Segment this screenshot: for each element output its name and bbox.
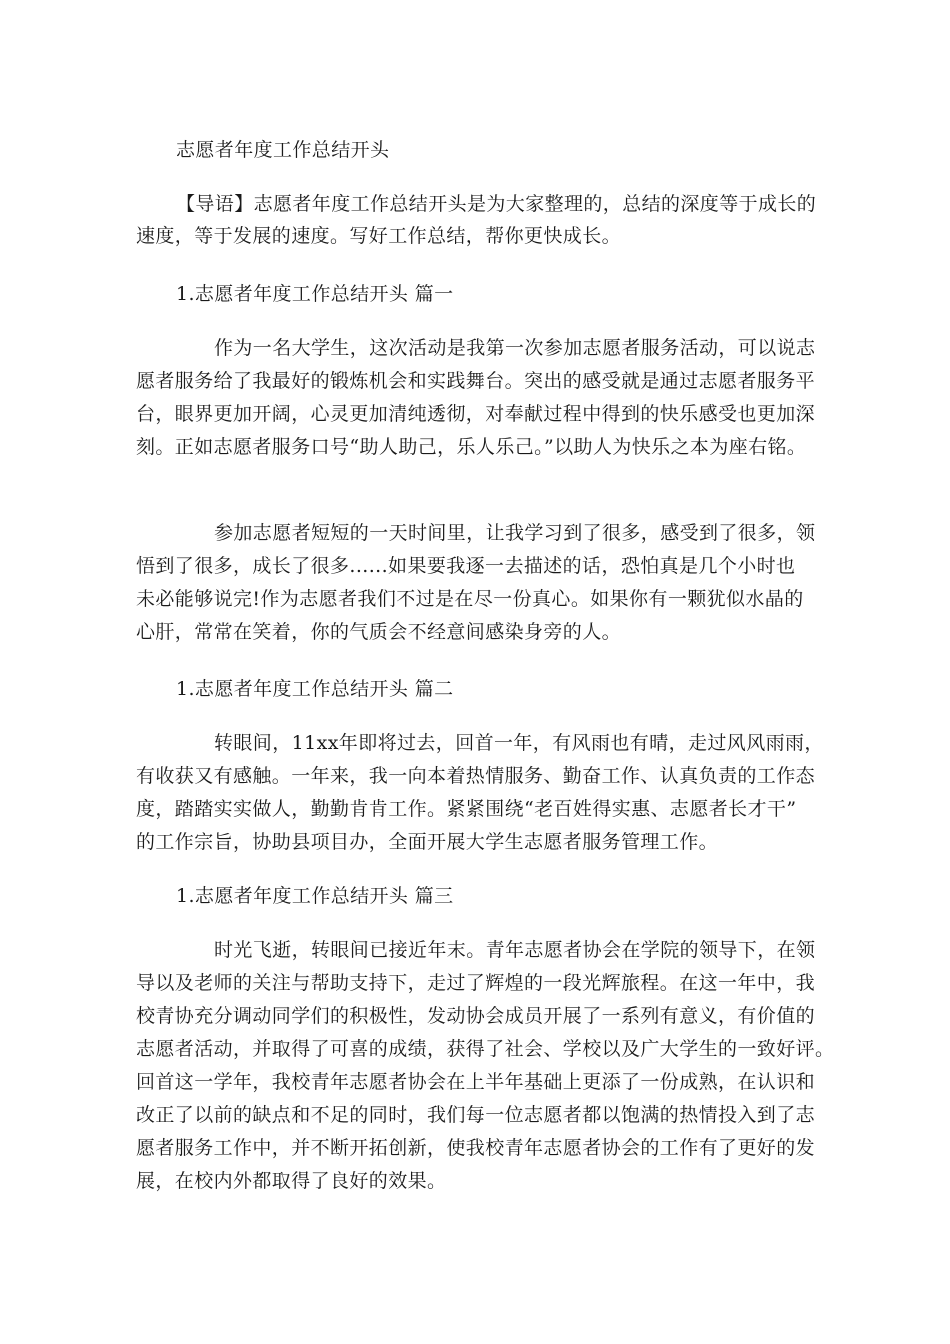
intro-line: 速度，等于发展的速度。写好工作总结，帮你更快成长。 bbox=[136, 225, 622, 247]
paragraph-line: 改正了以前的缺点和不足的同时，我们每一位志愿者都以饱满的热情投入到了志 bbox=[136, 1104, 816, 1126]
paragraph-line: 愿者服务给了我最好的锻炼机会和实践舞台。突出的感受就是通过志愿者服务平 bbox=[136, 370, 816, 392]
paragraph-line: 展，在校内外都取得了良好的效果。 bbox=[136, 1170, 447, 1192]
paragraph-line: 校青协充分调动同学们的积极性，发动协会成员开展了一系列有意义，有价值的 bbox=[136, 1005, 816, 1027]
paragraph-line: 愿者服务工作中，并不断开拓创新，使我校青年志愿者协会的工作有了更好的发 bbox=[136, 1137, 816, 1159]
paragraph-line: 作为一名大学生，这次活动是我第一次参加志愿者服务活动，可以说志 bbox=[214, 337, 816, 359]
paragraph-line: 回首这一学年，我校青年志愿者协会在上半年基础上更添了一份成熟，在认识和 bbox=[136, 1071, 816, 1093]
paragraph-line: 心肝，常常在笑着，你的气质会不经意间感染身旁的人。 bbox=[136, 621, 622, 643]
document-title: 志愿者年度工作总结开头 bbox=[176, 139, 390, 161]
paragraph-line: 刻。正如志愿者服务口号“助人助己，乐人乐己。”以助人为快乐之本为座右铭。 bbox=[136, 436, 807, 458]
paragraph-line: 台，眼界更加开阔，心灵更加清纯透彻，对奉献过程中得到的快乐感受也更加深 bbox=[136, 403, 816, 425]
paragraph-line: 参加志愿者短短的一天时间里，让我学习到了很多，感受到了很多，领 bbox=[214, 522, 816, 544]
paragraph-line: 有收获又有感触。一年来，我一向本着热情服务、勤奋工作、认真负责的工作态 bbox=[136, 765, 816, 787]
section-heading-3: 1.志愿者年度工作总结开头 篇三 bbox=[176, 885, 454, 907]
paragraph-line: 的工作宗旨，协助县项目办，全面开展大学生志愿者服务管理工作。 bbox=[136, 831, 719, 853]
section-heading-1: 1.志愿者年度工作总结开头 篇一 bbox=[176, 283, 454, 305]
paragraph-line: 导以及老师的关注与帮助支持下，走过了辉煌的一段光辉旅程。在这一年中，我 bbox=[136, 972, 816, 994]
paragraph-line: 志愿者活动，并取得了可喜的成绩，获得了社会、学校以及广大学生的一致好评。 bbox=[136, 1038, 835, 1060]
intro-line: 【导语】志愿者年度工作总结开头是为大家整理的，总结的深度等于成长的 bbox=[176, 193, 817, 215]
paragraph-line: 未必能够说完!作为志愿者我们不过是在尽一份真心。如果你有一颗犹似水晶的 bbox=[136, 588, 804, 610]
paragraph-line: 时光飞逝，转眼间已接近年末。青年志愿者协会在学院的领导下，在领 bbox=[214, 939, 816, 961]
section-heading-2: 1.志愿者年度工作总结开头 篇二 bbox=[176, 678, 454, 700]
paragraph-line: 度，踏踏实实做人，勤勤肯肯工作。紧紧围绕“老百姓得实惠、志愿者长才干” bbox=[136, 798, 797, 820]
paragraph-line: 悟到了很多，成长了很多......如果要我逐一去描述的话，恐怕真是几个小时也 bbox=[136, 555, 796, 577]
paragraph-line: 转眼间，11xx年即将过去，回首一年，有风雨也有晴，走过风风雨雨， bbox=[214, 732, 824, 754]
